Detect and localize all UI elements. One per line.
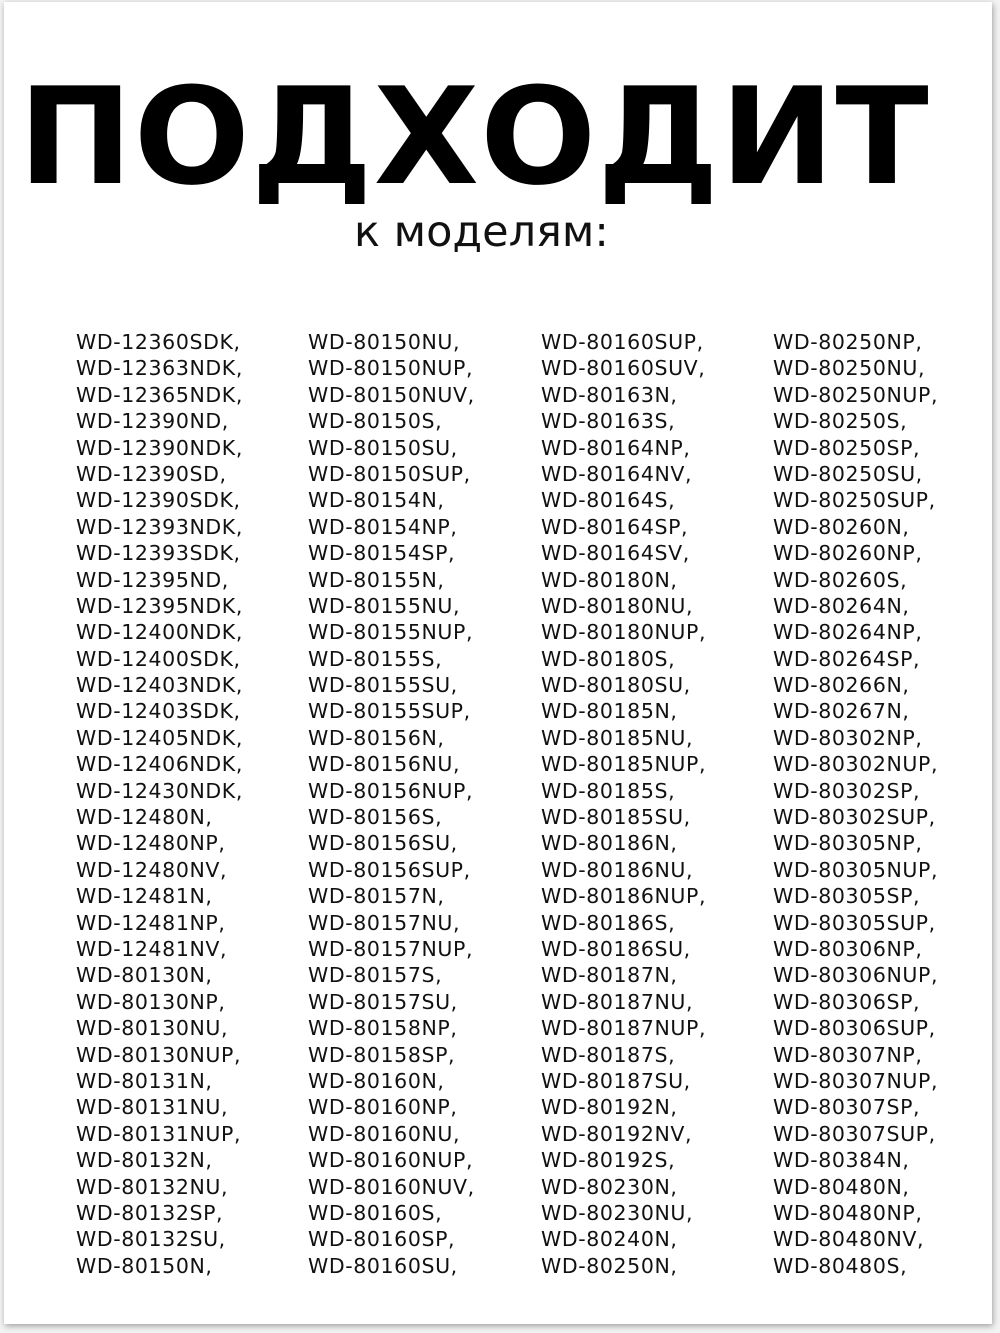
model-item: WD-80150NUP,: [308, 356, 474, 381]
model-item: WD-80150SUP,: [308, 461, 471, 486]
model-item: WD-80250NU,: [773, 356, 926, 381]
model-item: WD-80131N,: [76, 1068, 213, 1093]
model-item: WD-80250N,: [541, 1253, 678, 1278]
model-item: WD-80307NP,: [773, 1042, 923, 1067]
model-item: WD-12480NP,: [76, 831, 226, 856]
model-item: WD-80160NUV,: [308, 1174, 475, 1199]
model-item: WD-80164SV,: [541, 541, 690, 566]
model-item: WD-80160NP,: [308, 1095, 458, 1120]
model-item: WD-80164NV,: [541, 461, 693, 486]
model-item: WD-80130NU,: [76, 1016, 229, 1041]
model-item: WD-80305NUP,: [773, 857, 939, 882]
model-item: WD-12393SDK,: [76, 541, 241, 566]
model-item: WD-80260N,: [773, 514, 910, 539]
model-item: WD-80480S,: [773, 1253, 908, 1278]
model-item: WD-12480N,: [76, 805, 213, 830]
model-item: WD-80187N,: [541, 963, 678, 988]
model-item: WD-12403SDK,: [76, 699, 241, 724]
model-item: WD-80154SP,: [308, 541, 456, 566]
model-item: WD-80305SP,: [773, 884, 921, 909]
model-item: WD-80307SP,: [773, 1095, 921, 1120]
model-item: WD-80260NP,: [773, 541, 923, 566]
model-item: WD-80180NUP,: [541, 620, 707, 645]
model-item: WD-80160SUP,: [541, 330, 704, 354]
model-item: WD-80155N,: [308, 567, 445, 592]
model-item: WD-80306SP,: [773, 989, 921, 1014]
model-item: WD-80186N,: [541, 831, 678, 856]
model-item: WD-80155SU,: [308, 673, 458, 698]
model-item: WD-80185N,: [541, 699, 678, 724]
model-column-1: [76, 329, 243, 1279]
model-item: WD-80306SUP,: [773, 1016, 936, 1041]
model-item: WD-80306NUP,: [773, 963, 939, 988]
model-item: WD-80264N,: [773, 593, 910, 618]
model-item: WD-80266N,: [773, 673, 910, 698]
compatibility-sheet: [4, 2, 992, 1324]
model-item: WD-12400NDK,: [76, 620, 243, 645]
model-item: WD-12481N,: [76, 884, 213, 909]
model-item: WD-80132SP,: [76, 1200, 224, 1225]
model-item: WD-80185S,: [541, 778, 676, 803]
model-item: WD-80164NP,: [541, 435, 691, 460]
model-item: WD-80131NUP,: [76, 1121, 242, 1146]
model-item: WD-80180NU,: [541, 593, 694, 618]
model-item: WD-80155NUP,: [308, 620, 474, 645]
model-item: WD-80157N,: [308, 884, 445, 909]
model-item: WD-80164S,: [541, 488, 676, 513]
model-column-4: [773, 329, 938, 1279]
model-item: WD-80185NU,: [541, 725, 694, 750]
model-item: WD-80480NV,: [773, 1227, 925, 1252]
model-item: WD-80150N,: [76, 1253, 213, 1278]
model-item: WD-80163N,: [541, 382, 678, 407]
model-item: WD-80192N,: [541, 1095, 678, 1120]
model-item: WD-80150S,: [308, 409, 443, 434]
model-item: WD-12403NDK,: [76, 673, 243, 698]
model-item: WD-80131NU,: [76, 1095, 229, 1120]
model-item: WD-80302NP,: [773, 725, 923, 750]
model-item: WD-80186SU,: [541, 936, 691, 961]
model-item: WD-80180S,: [541, 646, 676, 671]
model-item: WD-80187SU,: [541, 1068, 691, 1093]
model-item: WD-80132SU,: [76, 1227, 226, 1252]
model-item: WD-80156SU,: [308, 831, 458, 856]
model-item: WD-80157SU,: [308, 989, 458, 1014]
model-item: WD-80130NP,: [76, 989, 226, 1014]
model-item: WD-80306NP,: [773, 936, 923, 961]
model-item: WD-80180SU,: [541, 673, 691, 698]
model-item: WD-80132NU,: [76, 1174, 229, 1199]
page-title: ПОДХОДИТ: [18, 59, 930, 215]
model-item: WD-12393NDK,: [76, 514, 243, 539]
model-item: WD-12395ND,: [76, 567, 229, 592]
model-item: WD-80156SUP,: [308, 857, 471, 882]
model-item: WD-80302SUP,: [773, 805, 936, 830]
model-item: WD-12390ND,: [76, 409, 229, 434]
model-item: WD-80158SP,: [308, 1042, 456, 1067]
model-item: WD-80480NP,: [773, 1200, 923, 1225]
model-item: WD-12363NDK,: [76, 356, 243, 381]
model-item: WD-80180N,: [541, 567, 678, 592]
model-item: WD-80186NUP,: [541, 884, 707, 909]
model-item: WD-80156NU,: [308, 752, 461, 777]
model-item: WD-80185NUP,: [541, 752, 707, 777]
model-item: WD-80305SUP,: [773, 910, 936, 935]
model-item: WD-12395NDK,: [76, 593, 243, 618]
model-item: WD-80230N,: [541, 1174, 678, 1199]
model-item: WD-12406NDK,: [76, 752, 243, 777]
model-item: WD-80307NUP,: [773, 1068, 939, 1093]
model-item: WD-80155SUP,: [308, 699, 471, 724]
model-item: WD-80130N,: [76, 963, 213, 988]
model-item: WD-80155NU,: [308, 593, 461, 618]
model-item: WD-80156S,: [308, 805, 443, 830]
model-item: WD-80163S,: [541, 409, 676, 434]
model-item: WD-80160N,: [308, 1068, 445, 1093]
model-item: WD-80187S,: [541, 1042, 676, 1067]
model-item: WD-80160S,: [308, 1200, 443, 1225]
model-column-3: [541, 329, 706, 1279]
model-item: WD-80154N,: [308, 488, 445, 513]
model-item: WD-12390SD,: [76, 461, 227, 486]
model-item: WD-80150NU,: [308, 330, 461, 354]
model-item: WD-80264NP,: [773, 620, 923, 645]
model-item: WD-12390NDK,: [76, 435, 243, 460]
model-item: WD-80250SUP,: [773, 488, 936, 513]
model-item: WD-80250S,: [773, 409, 908, 434]
model-item: WD-80156N,: [308, 725, 445, 750]
model-item: WD-12365NDK,: [76, 382, 243, 407]
model-item: WD-80250NUP,: [773, 382, 939, 407]
model-item: WD-12481NV,: [76, 936, 228, 961]
model-item: WD-80250SP,: [773, 435, 921, 460]
model-item: WD-80157NU,: [308, 910, 461, 935]
model-item: WD-80186S,: [541, 910, 676, 935]
model-item: WD-80250SU,: [773, 461, 923, 486]
model-item: WD-80192S,: [541, 1148, 676, 1173]
model-item: WD-80156NUP,: [308, 778, 474, 803]
model-item: WD-80160NUP,: [308, 1148, 474, 1173]
model-item: WD-80384N,: [773, 1148, 910, 1173]
model-item: WD-12400SDK,: [76, 646, 241, 671]
model-item: WD-80302SP,: [773, 778, 921, 803]
model-item: WD-12405NDK,: [76, 725, 243, 750]
model-item: WD-80480N,: [773, 1174, 910, 1199]
model-column-2: [308, 329, 475, 1279]
page-subtitle: к моделям:: [354, 207, 609, 257]
model-item: WD-80160SUV,: [541, 356, 706, 381]
model-item: WD-80264SP,: [773, 646, 921, 671]
model-item: WD-80240N,: [541, 1227, 678, 1252]
model-item: WD-80164SP,: [541, 514, 689, 539]
model-item: WD-80160SU,: [308, 1253, 458, 1278]
model-item: WD-80267N,: [773, 699, 910, 724]
model-item: WD-12390SDK,: [76, 488, 241, 513]
model-item: WD-12360SDK,: [76, 330, 241, 354]
model-item: WD-80157NUP,: [308, 936, 474, 961]
model-item: WD-12481NP,: [76, 910, 226, 935]
model-item: WD-80158NP,: [308, 1016, 458, 1041]
model-item: WD-80186NU,: [541, 857, 694, 882]
model-item: WD-80132N,: [76, 1148, 213, 1173]
model-item: WD-80155S,: [308, 646, 443, 671]
model-item: WD-80130NUP,: [76, 1042, 242, 1067]
model-item: WD-80150SU,: [308, 435, 458, 460]
model-item: WD-80187NU,: [541, 989, 694, 1014]
model-item: WD-80160SP,: [308, 1227, 456, 1252]
model-item: WD-12430NDK,: [76, 778, 243, 803]
model-item: WD-80157S,: [308, 963, 443, 988]
model-item: WD-80185SU,: [541, 805, 691, 830]
model-item: WD-80260S,: [773, 567, 908, 592]
model-item: WD-80305NP,: [773, 831, 923, 856]
model-item: WD-80250NP,: [773, 330, 923, 354]
model-item: WD-80187NUP,: [541, 1016, 707, 1041]
model-item: WD-80150NUV,: [308, 382, 475, 407]
model-item: WD-80160NU,: [308, 1121, 461, 1146]
model-item: WD-80154NP,: [308, 514, 458, 539]
model-item: WD-80192NV,: [541, 1121, 693, 1146]
model-item: WD-12480NV,: [76, 857, 228, 882]
model-item: WD-80230NU,: [541, 1200, 694, 1225]
model-item: WD-80307SUP,: [773, 1121, 936, 1146]
model-item: WD-80302NUP,: [773, 752, 939, 777]
